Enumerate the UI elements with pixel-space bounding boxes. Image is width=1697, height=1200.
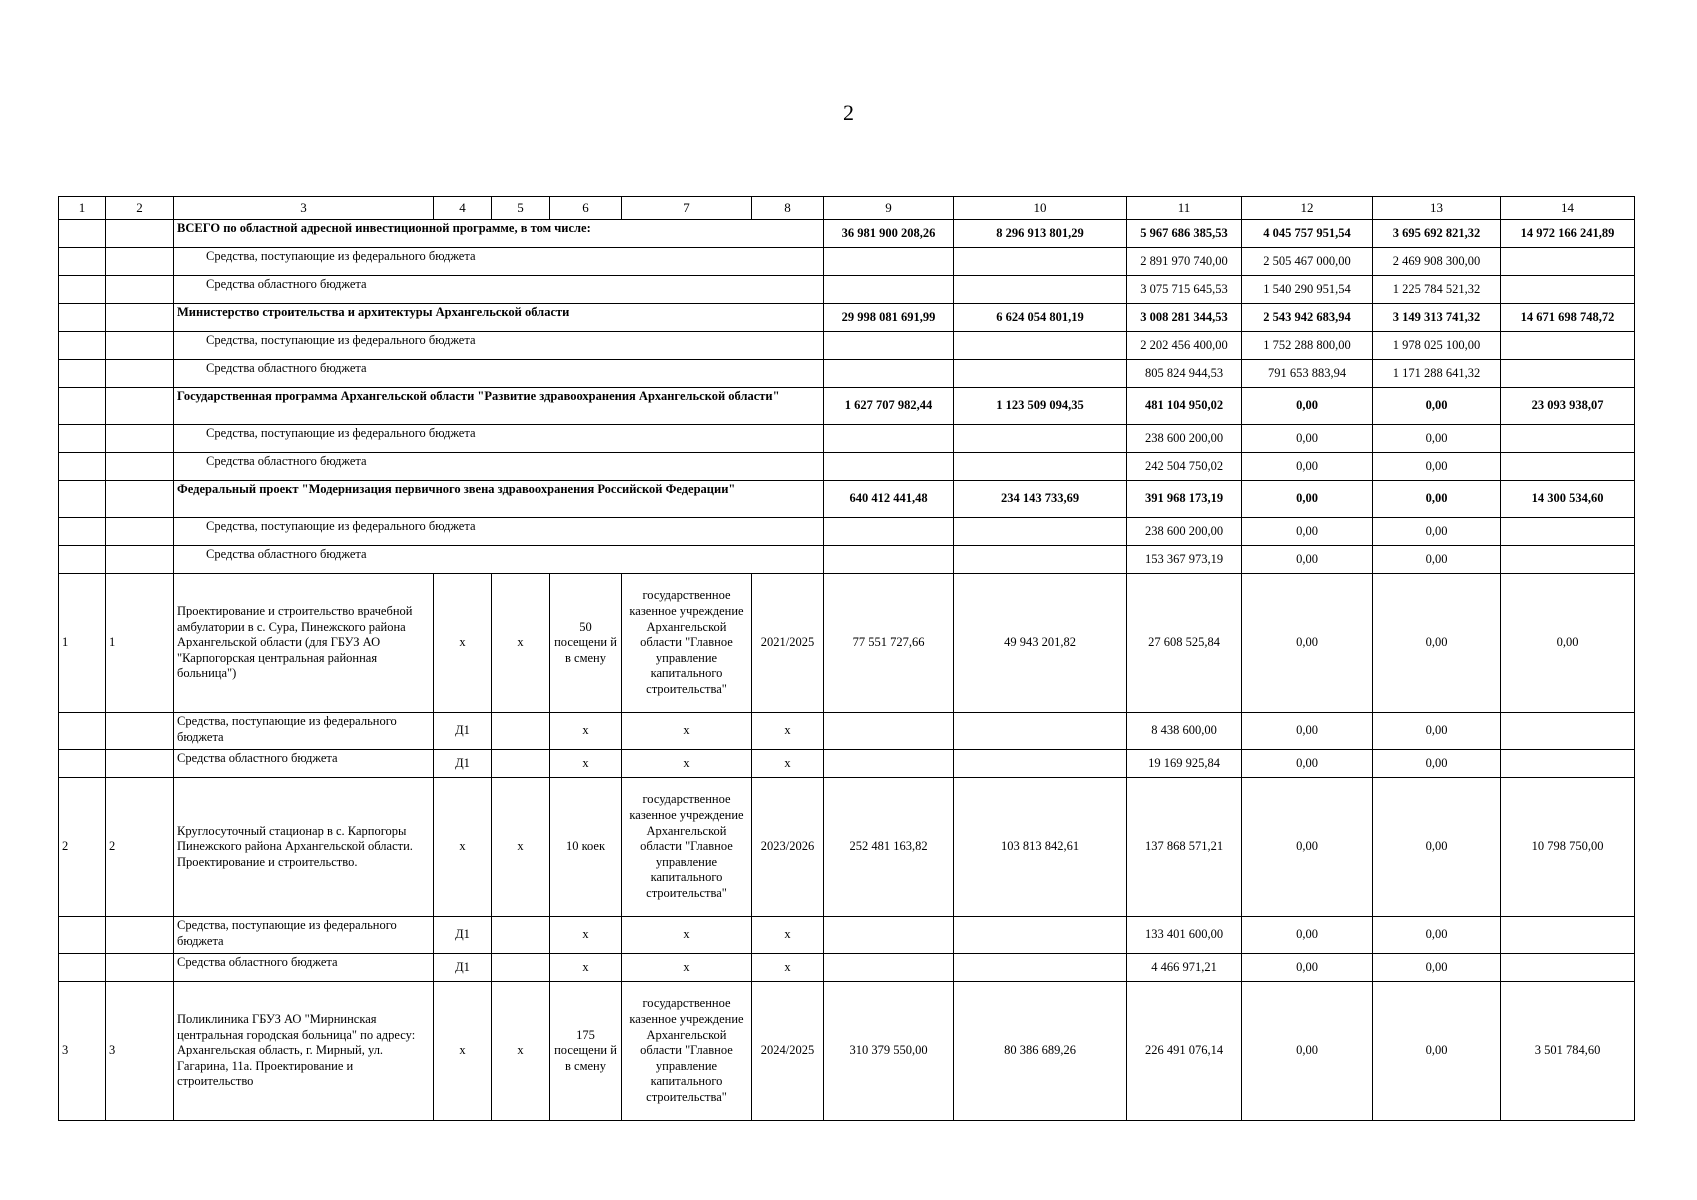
cell-col4: Д1 [434, 750, 492, 778]
capacity: 175 посещени й в смену [550, 982, 622, 1121]
funding-source-label: Средства, поступающие из федерального бюджета [174, 713, 434, 750]
amount-13: 0,00 [1373, 546, 1501, 574]
amount-10 [954, 360, 1127, 388]
row-label: Министерство строительства и архитектуры Архангельской области [174, 304, 824, 332]
amount-14 [1501, 453, 1635, 481]
object-number: 3 [106, 982, 174, 1121]
object-number: 2 [106, 778, 174, 917]
amount-9 [824, 518, 954, 546]
cell-col1 [59, 388, 106, 425]
amount-14 [1501, 546, 1635, 574]
funding-source-row [59, 276, 1635, 304]
row-label: Средства областного бюджета [174, 360, 824, 388]
cell-col1 [59, 546, 106, 574]
amount-14: 0,00 [1501, 574, 1635, 713]
project-funding-row [59, 954, 1635, 982]
cell-col2 [106, 332, 174, 360]
cell-col7: х [622, 917, 752, 954]
cell-col4: Д1 [434, 713, 492, 750]
cell-col6: х [550, 750, 622, 778]
amount-13: 0,00 [1373, 982, 1501, 1121]
amount-13: 0,00 [1373, 453, 1501, 481]
amount-14 [1501, 360, 1635, 388]
amount-13: 2 469 908 300,00 [1373, 248, 1501, 276]
amount-9: 36 981 900 208,26 [824, 220, 954, 248]
amount-13: 0,00 [1373, 388, 1501, 425]
cell-col2 [106, 388, 174, 425]
row-label: Средства, поступающие из федерального бюджета [174, 425, 824, 453]
amount-9 [824, 332, 954, 360]
amount-14 [1501, 276, 1635, 304]
amount-14: 14 972 166 241,89 [1501, 220, 1635, 248]
cell-col2 [106, 304, 174, 332]
cell-col2 [106, 425, 174, 453]
amount-10 [954, 276, 1127, 304]
row-number: 3 [59, 982, 106, 1121]
amount-10: 103 813 842,61 [954, 778, 1127, 917]
amount-12: 0,00 [1242, 713, 1373, 750]
amount-11: 3 008 281 344,53 [1127, 304, 1242, 332]
amount-14: 3 501 784,60 [1501, 982, 1635, 1121]
amount-11: 4 466 971,21 [1127, 954, 1242, 982]
amount-12: 0,00 [1242, 453, 1373, 481]
funding-source-label: Средства, поступающие из федерального бюджета [174, 917, 434, 954]
amount-12: 0,00 [1242, 425, 1373, 453]
cell-col2 [106, 220, 174, 248]
amount-11: 5 967 686 385,53 [1127, 220, 1242, 248]
cell-col2 [106, 481, 174, 518]
cell-col5: х [492, 574, 550, 713]
amount-11: 2 891 970 740,00 [1127, 248, 1242, 276]
amount-10 [954, 332, 1127, 360]
cell-col2 [106, 453, 174, 481]
cell-col1 [59, 453, 106, 481]
funding-source-row [59, 546, 1635, 574]
cell-col1 [59, 332, 106, 360]
amount-9: 29 998 081 691,99 [824, 304, 954, 332]
column-number: 7 [622, 197, 752, 220]
amount-9 [824, 954, 954, 982]
cell-col7: х [622, 750, 752, 778]
project-funding-row [59, 713, 1635, 750]
column-number: 12 [1242, 197, 1373, 220]
capacity: 10 коек [550, 778, 622, 917]
cell-col5 [492, 750, 550, 778]
amount-10 [954, 248, 1127, 276]
column-number: 1 [59, 197, 106, 220]
cell-col1 [59, 954, 106, 982]
amount-13: 1 978 025 100,00 [1373, 332, 1501, 360]
amount-10: 234 143 733,69 [954, 481, 1127, 518]
project-name: Проектирование и строительство врачебной амбулатории в с. Сура, Пинежского района Архангельской области (для ГБУЗ АО "Карпогорская центральная районная больница") [174, 574, 434, 713]
cell-col6: х [550, 954, 622, 982]
amount-10 [954, 954, 1127, 982]
cell-col1 [59, 917, 106, 954]
amount-12: 791 653 883,94 [1242, 360, 1373, 388]
amount-13: 0,00 [1373, 750, 1501, 778]
amount-9 [824, 425, 954, 453]
amount-10 [954, 453, 1127, 481]
column-number-row [59, 197, 1635, 220]
row-label: Средства, поступающие из федерального бюджета [174, 248, 824, 276]
amount-12: 0,00 [1242, 574, 1373, 713]
amount-14 [1501, 518, 1635, 546]
cell-col8: х [752, 713, 824, 750]
column-number: 6 [550, 197, 622, 220]
amount-9 [824, 248, 954, 276]
project-name: Круглосуточный стационар в с. Карпогоры Пинежского района Архангельской области. Проектирование и строительство. [174, 778, 434, 917]
amount-9: 640 412 441,48 [824, 481, 954, 518]
amount-11: 133 401 600,00 [1127, 917, 1242, 954]
column-number: 9 [824, 197, 954, 220]
cell-col1 [59, 220, 106, 248]
amount-9 [824, 917, 954, 954]
amount-9: 310 379 550,00 [824, 982, 954, 1121]
amount-13: 0,00 [1373, 574, 1501, 713]
row-label: Федеральный проект "Модернизация первичного звена здравоохранения Российской Федерации" [174, 481, 824, 518]
amount-13: 0,00 [1373, 518, 1501, 546]
cell-col1 [59, 276, 106, 304]
cell-col2 [106, 750, 174, 778]
cell-col4: Д1 [434, 917, 492, 954]
amount-11: 137 868 571,21 [1127, 778, 1242, 917]
amount-10 [954, 750, 1127, 778]
total-row [59, 220, 1635, 248]
cell-col4: х [434, 574, 492, 713]
amount-10 [954, 713, 1127, 750]
row-label: Средства областного бюджета [174, 453, 824, 481]
funding-source-row [59, 518, 1635, 546]
cell-col5 [492, 954, 550, 982]
amount-12: 1 752 288 800,00 [1242, 332, 1373, 360]
amount-14: 14 300 534,60 [1501, 481, 1635, 518]
cell-col4: х [434, 778, 492, 917]
project-row [59, 574, 1635, 713]
amount-14: 23 093 938,07 [1501, 388, 1635, 425]
column-number: 11 [1127, 197, 1242, 220]
column-number: 5 [492, 197, 550, 220]
amount-13: 0,00 [1373, 917, 1501, 954]
funding-source-label: Средства областного бюджета [174, 954, 434, 982]
amount-14 [1501, 248, 1635, 276]
amount-11: 19 169 925,84 [1127, 750, 1242, 778]
cell-col1 [59, 360, 106, 388]
total-row [59, 304, 1635, 332]
amount-12: 2 505 467 000,00 [1242, 248, 1373, 276]
amount-12: 0,00 [1242, 750, 1373, 778]
capacity: 50 посещени й в смену [550, 574, 622, 713]
cell-col1 [59, 304, 106, 332]
amount-9: 252 481 163,82 [824, 778, 954, 917]
amount-11: 238 600 200,00 [1127, 518, 1242, 546]
amount-14 [1501, 954, 1635, 982]
amount-12: 0,00 [1242, 518, 1373, 546]
amount-13: 0,00 [1373, 425, 1501, 453]
funding-source-row [59, 360, 1635, 388]
period: 2021/2025 [752, 574, 824, 713]
funding-source-row [59, 453, 1635, 481]
cell-col1 [59, 425, 106, 453]
period: 2024/2025 [752, 982, 824, 1121]
amount-12: 1 540 290 951,54 [1242, 276, 1373, 304]
amount-13: 1 171 288 641,32 [1373, 360, 1501, 388]
amount-10: 80 386 689,26 [954, 982, 1127, 1121]
row-label: Средства областного бюджета [174, 276, 824, 304]
cell-col2 [106, 954, 174, 982]
column-number: 3 [174, 197, 434, 220]
amount-9 [824, 453, 954, 481]
amount-13: 3 149 313 741,32 [1373, 304, 1501, 332]
amount-10 [954, 425, 1127, 453]
amount-9 [824, 276, 954, 304]
column-number: 8 [752, 197, 824, 220]
amount-12: 0,00 [1242, 954, 1373, 982]
amount-9: 1 627 707 982,44 [824, 388, 954, 425]
row-number: 2 [59, 778, 106, 917]
column-number: 10 [954, 197, 1127, 220]
amount-11: 27 608 525,84 [1127, 574, 1242, 713]
cell-col4: х [434, 982, 492, 1121]
amount-14 [1501, 713, 1635, 750]
amount-10: 8 296 913 801,29 [954, 220, 1127, 248]
cell-col5 [492, 713, 550, 750]
amount-13: 0,00 [1373, 954, 1501, 982]
project-funding-row [59, 917, 1635, 954]
cell-col1 [59, 713, 106, 750]
row-label: Средства областного бюджета [174, 546, 824, 574]
column-number: 4 [434, 197, 492, 220]
row-label: Средства, поступающие из федерального бюджета [174, 332, 824, 360]
amount-13: 3 695 692 821,32 [1373, 220, 1501, 248]
amount-11: 153 367 973,19 [1127, 546, 1242, 574]
amount-10 [954, 546, 1127, 574]
amount-9: 77 551 727,66 [824, 574, 954, 713]
amount-11: 481 104 950,02 [1127, 388, 1242, 425]
amount-13: 0,00 [1373, 713, 1501, 750]
row-number: 1 [59, 574, 106, 713]
cell-col5: х [492, 778, 550, 917]
amount-9 [824, 360, 954, 388]
amount-11: 391 968 173,19 [1127, 481, 1242, 518]
cell-col7: х [622, 713, 752, 750]
amount-11: 2 202 456 400,00 [1127, 332, 1242, 360]
amount-10: 1 123 509 094,35 [954, 388, 1127, 425]
cell-col7: х [622, 954, 752, 982]
object-number: 1 [106, 574, 174, 713]
amount-9 [824, 546, 954, 574]
cell-col2 [106, 360, 174, 388]
amount-11: 242 504 750,02 [1127, 453, 1242, 481]
amount-14 [1501, 917, 1635, 954]
cell-col2 [106, 546, 174, 574]
cell-col5 [492, 917, 550, 954]
funding-source-row [59, 425, 1635, 453]
cell-col2 [106, 917, 174, 954]
amount-10 [954, 917, 1127, 954]
total-row [59, 388, 1635, 425]
column-number: 13 [1373, 197, 1501, 220]
amount-12: 4 045 757 951,54 [1242, 220, 1373, 248]
row-label: Средства, поступающие из федерального бюджета [174, 518, 824, 546]
amount-14 [1501, 750, 1635, 778]
amount-11: 238 600 200,00 [1127, 425, 1242, 453]
cell-col1 [59, 248, 106, 276]
amount-14: 14 671 698 748,72 [1501, 304, 1635, 332]
cell-col8: х [752, 954, 824, 982]
amount-12: 2 543 942 683,94 [1242, 304, 1373, 332]
amount-10: 6 624 054 801,19 [954, 304, 1127, 332]
cell-col2 [106, 518, 174, 546]
row-label: ВСЕГО по областной адресной инвестиционной программе, в том числе: [174, 220, 824, 248]
amount-12: 0,00 [1242, 778, 1373, 917]
amount-11: 8 438 600,00 [1127, 713, 1242, 750]
amount-14 [1501, 425, 1635, 453]
cell-col4: Д1 [434, 954, 492, 982]
amount-11: 3 075 715 645,53 [1127, 276, 1242, 304]
row-label: Государственная программа Архангельской области "Развитие здравоохранения Архангельской области" [174, 388, 824, 425]
amount-14: 10 798 750,00 [1501, 778, 1635, 917]
page-number: 2 [843, 100, 854, 125]
amount-10: 49 943 201,82 [954, 574, 1127, 713]
cell-col2 [106, 713, 174, 750]
customer: государственное казенное учреждение Архангельской области "Главное управление капитального строительства" [622, 778, 752, 917]
cell-col6: х [550, 713, 622, 750]
amount-13: 1 225 784 521,32 [1373, 276, 1501, 304]
total-row [59, 481, 1635, 518]
amount-12: 0,00 [1242, 481, 1373, 518]
amount-12: 0,00 [1242, 982, 1373, 1121]
funding-source-label: Средства областного бюджета [174, 750, 434, 778]
amount-12: 0,00 [1242, 917, 1373, 954]
period: 2023/2026 [752, 778, 824, 917]
project-row [59, 982, 1635, 1121]
customer: государственное казенное учреждение Архангельской области "Главное управление капитального строительства" [622, 574, 752, 713]
column-number: 2 [106, 197, 174, 220]
amount-13: 0,00 [1373, 778, 1501, 917]
amount-12: 0,00 [1242, 546, 1373, 574]
funding-source-row [59, 332, 1635, 360]
cell-col1 [59, 481, 106, 518]
amount-12: 0,00 [1242, 388, 1373, 425]
amount-9 [824, 750, 954, 778]
cell-col1 [59, 750, 106, 778]
project-row [59, 778, 1635, 917]
project-name: Поликлиника ГБУЗ АО "Мирнинская центральная городская больница" по адресу: Архангельская область, г. Мирный, ул. Гагарина, 11а. Проектирование и строительство [174, 982, 434, 1121]
customer: государственное казенное учреждение Архангельской области "Главное управление капитального строительства" [622, 982, 752, 1121]
cell-col2 [106, 276, 174, 304]
funding-source-row [59, 248, 1635, 276]
cell-col8: х [752, 750, 824, 778]
cell-col1 [59, 518, 106, 546]
amount-14 [1501, 332, 1635, 360]
amount-9 [824, 713, 954, 750]
amount-11: 226 491 076,14 [1127, 982, 1242, 1121]
cell-col8: х [752, 917, 824, 954]
investment-program-table [58, 196, 1635, 1121]
amount-11: 805 824 944,53 [1127, 360, 1242, 388]
cell-col6: х [550, 917, 622, 954]
cell-col5: х [492, 982, 550, 1121]
amount-13: 0,00 [1373, 481, 1501, 518]
cell-col2 [106, 248, 174, 276]
project-funding-row [59, 750, 1635, 778]
column-number: 14 [1501, 197, 1635, 220]
amount-10 [954, 518, 1127, 546]
